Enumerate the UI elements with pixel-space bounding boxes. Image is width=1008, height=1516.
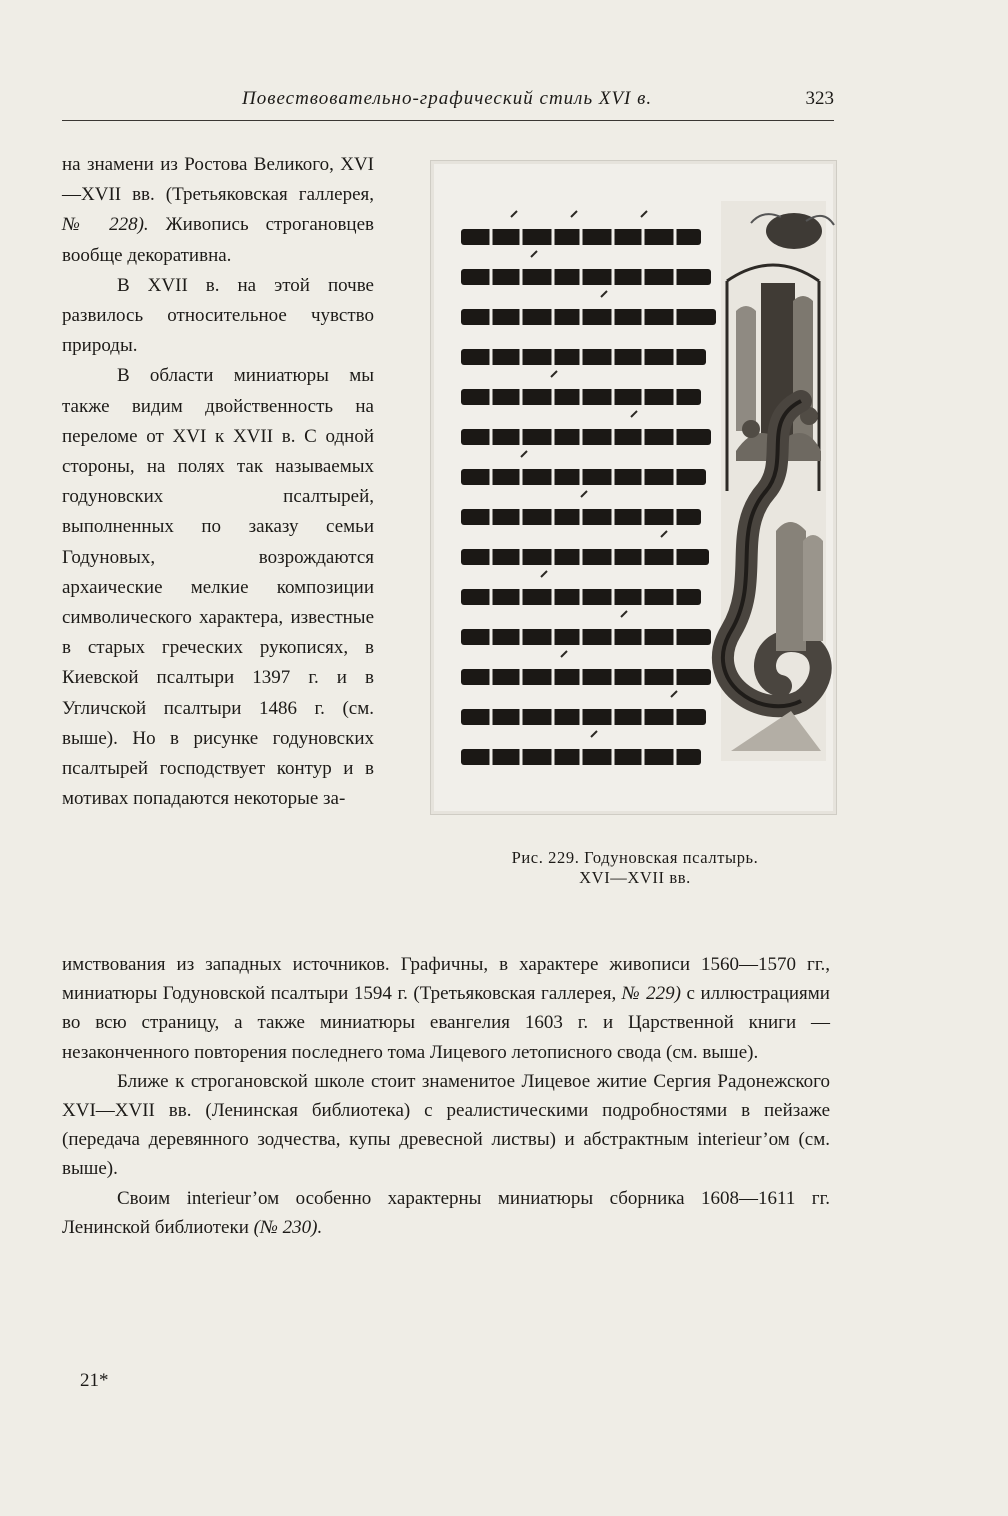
running-head: [62, 86, 834, 121]
catalog-ref-230: (№ 230).: [253, 1216, 323, 1238]
paragraph-6: [62, 1184, 830, 1242]
paragraph-1-tail: Живопись строгановцев вообще декоративна.: [62, 214, 374, 266]
paragraph-1-text: на знамени из Ростова Великого, XVI—XVII вв. (Третьяковская галлерея,: [62, 154, 374, 206]
paragraph-4-text: имствования из западных источников. Графичны, в характере живописи 1560—1570 гг., миниатюры Годуновской псалтыри 1594 г. (Третьяковская галлерея,: [62, 954, 830, 1005]
manuscript-image: [431, 161, 836, 814]
column-text: [62, 150, 374, 814]
page-number: 323: [805, 88, 834, 109]
manuscript-figure: [430, 160, 837, 815]
caption-line-1: Рис. 229. Годуновская псалтырь.: [511, 848, 759, 867]
caption-line-2: XVI—XVII вв.: [579, 868, 691, 887]
paragraph-6-text: Своим interieur’ом особенно характерны миниатюры сборника 1608—1611 гг. Ленинской библиотеки: [62, 1187, 830, 1238]
paragraph-5: Ближе к строгановской школе стоит знаменитое Лицевое житие Сергия Радонежского XVI—XVII вв. (Ленинская библиотека) с реалистическими подробностями в пейзаже (передача деревянного зодчества, купы древесной листвы) и абстрактным interieur’ом (см. выше).: [62, 1070, 830, 1180]
signature-mark: 21*: [80, 1370, 109, 1391]
catalog-ref-228: № 228).: [62, 214, 149, 236]
paragraph-1: [62, 150, 374, 271]
paragraph-3: В области миниатюры мы также видим двойственность на переломе от XVI к XVII в. С одной стороны, на полях так называемых годуновских псалтырей, выполненных по заказу семьи Годуновых, возрождаются архаические мелкие композиции символического характера, известные в старых греческих рукописях, в Киевской псалтыри 1397 г. и в Угличской псалтыри 1486 г. (см. выше). Но в рисунке годуновских псалтырей господствует контур и в мотивах попадаются некоторые за-: [62, 365, 374, 810]
full-width-text: [62, 950, 830, 1242]
figure-caption: [460, 848, 810, 888]
paragraph-2: В XVII в. на этой почве развилось относительное чувство природы.: [62, 274, 374, 357]
paragraph-4-tail: с иллюстрациями во всю страницу, а также миниатюры евангелия 1603 г. и Царственной книги — незаконченного повторения последнего тома Лицевого летописного свода (см. выше).: [62, 983, 830, 1063]
running-title: Повествовательно-графический стиль XVI в.: [242, 88, 653, 109]
catalog-ref-229: № 229): [621, 983, 681, 1005]
paragraph-4: [62, 950, 830, 1067]
